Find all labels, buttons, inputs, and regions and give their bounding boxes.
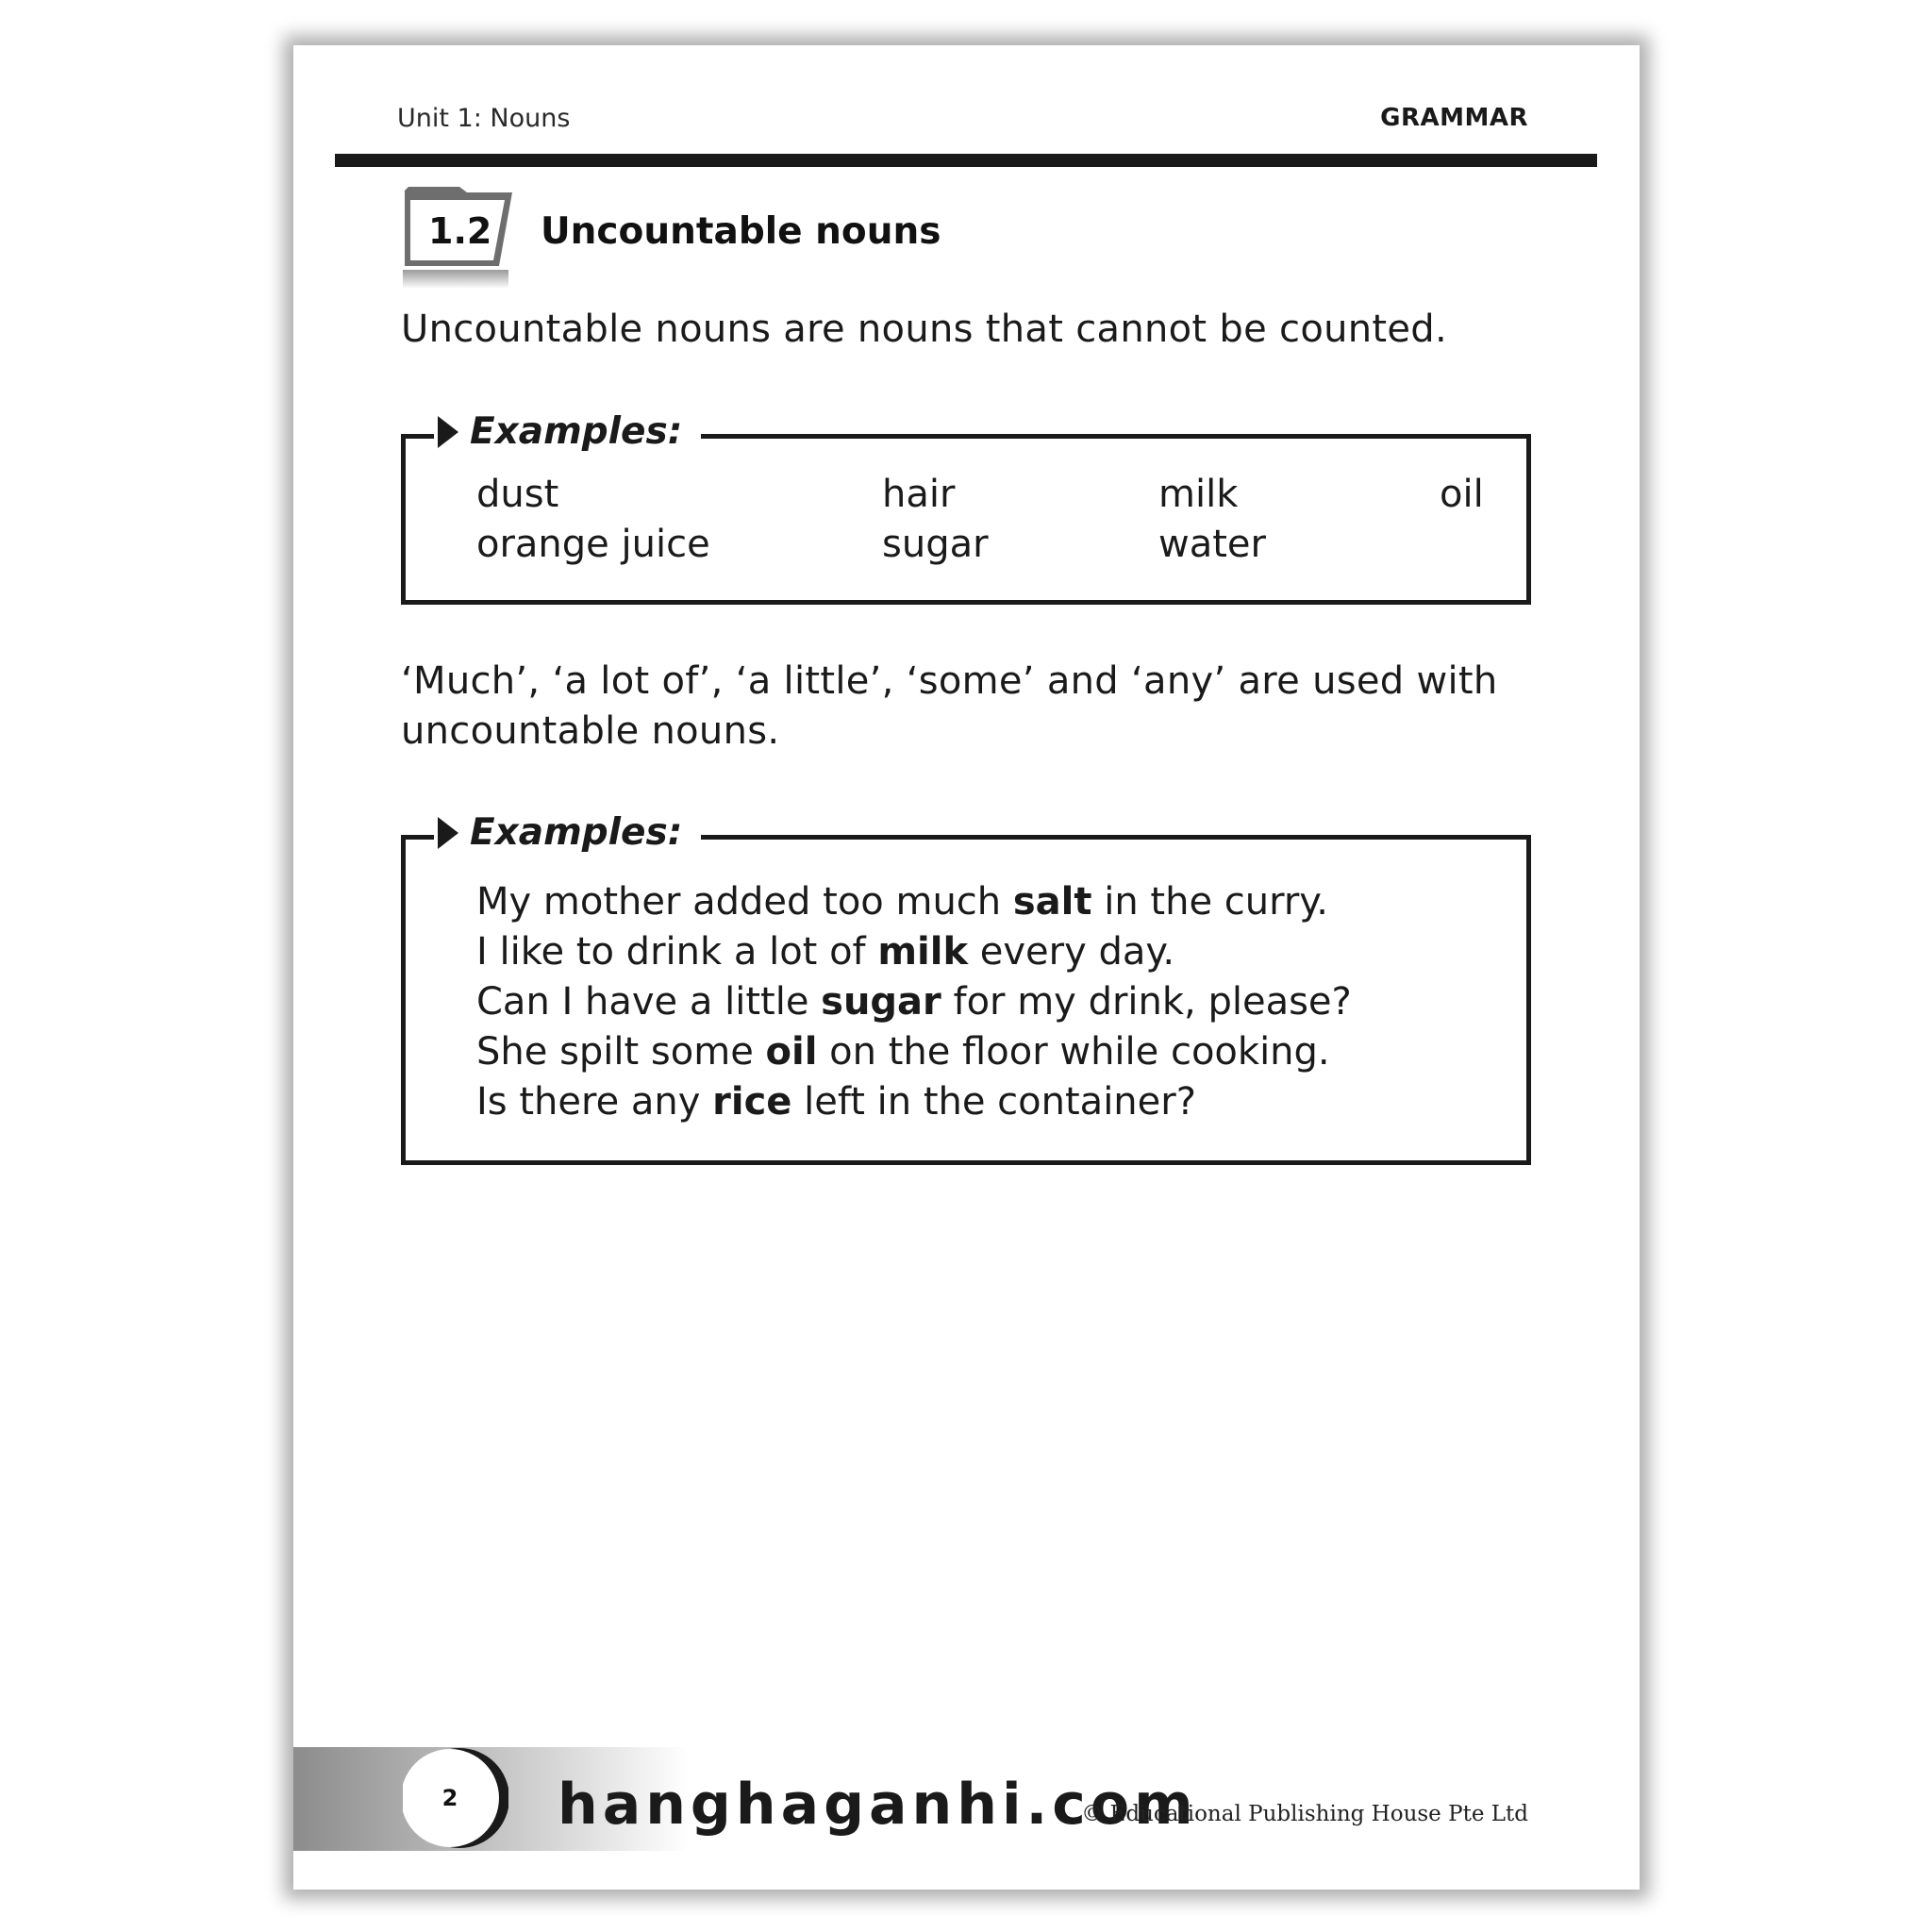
examples-box-sentences (401, 811, 1531, 1165)
section-title: Uncountable nouns (541, 210, 941, 253)
example-word: oil (1440, 473, 1484, 516)
arrow-right-icon (438, 817, 458, 849)
example-sentence: Is there any rice left in the container? (476, 1080, 1196, 1124)
highlighted-noun: sugar (821, 980, 941, 1024)
highlighted-noun: salt (1012, 880, 1092, 924)
worksheet-page (293, 45, 1640, 1890)
examples-label: Examples: (470, 811, 683, 854)
highlighted-noun: oil (765, 1030, 818, 1074)
example-word: sugar (882, 523, 989, 566)
subject-label: GRAMMAR (1380, 104, 1528, 132)
examples-label: Examples: (470, 410, 683, 453)
watermark: hanghaganhi.com (558, 1772, 1198, 1838)
usage-paragraph: ‘Much’, ‘a lot of’, ‘a little’, ‘some’ and ‘any’ are used with uncountable nouns. (401, 659, 1498, 753)
example-sentence: Can I have a little sugar for my drink, please? (476, 980, 1352, 1024)
example-sentences (476, 877, 1352, 1127)
page-number: 2 (441, 1785, 458, 1811)
example-sentence: My mother added too much salt in the curry. (476, 880, 1328, 924)
example-word: hair (882, 473, 956, 516)
arrow-right-icon (438, 416, 458, 448)
highlighted-noun: rice (712, 1080, 792, 1124)
section-number: 1.2 (428, 210, 492, 252)
example-sentence: I like to drink a lot of milk every day. (476, 930, 1175, 974)
example-word: milk (1158, 473, 1239, 516)
header-divider (335, 154, 1597, 167)
unit-label: Unit 1: Nouns (397, 104, 571, 133)
example-word: dust (476, 473, 559, 516)
example-word: water (1158, 523, 1266, 566)
example-word: orange juice (476, 523, 710, 566)
examples-box-words (401, 410, 1531, 605)
example-sentence: She spilt some oil on the floor while cooking. (476, 1030, 1330, 1074)
copyright: © Educational Publishing House Pte Ltd (1081, 1802, 1528, 1826)
highlighted-noun: milk (877, 930, 969, 974)
intro-text: Uncountable nouns are nouns that cannot be counted. (401, 308, 1447, 351)
